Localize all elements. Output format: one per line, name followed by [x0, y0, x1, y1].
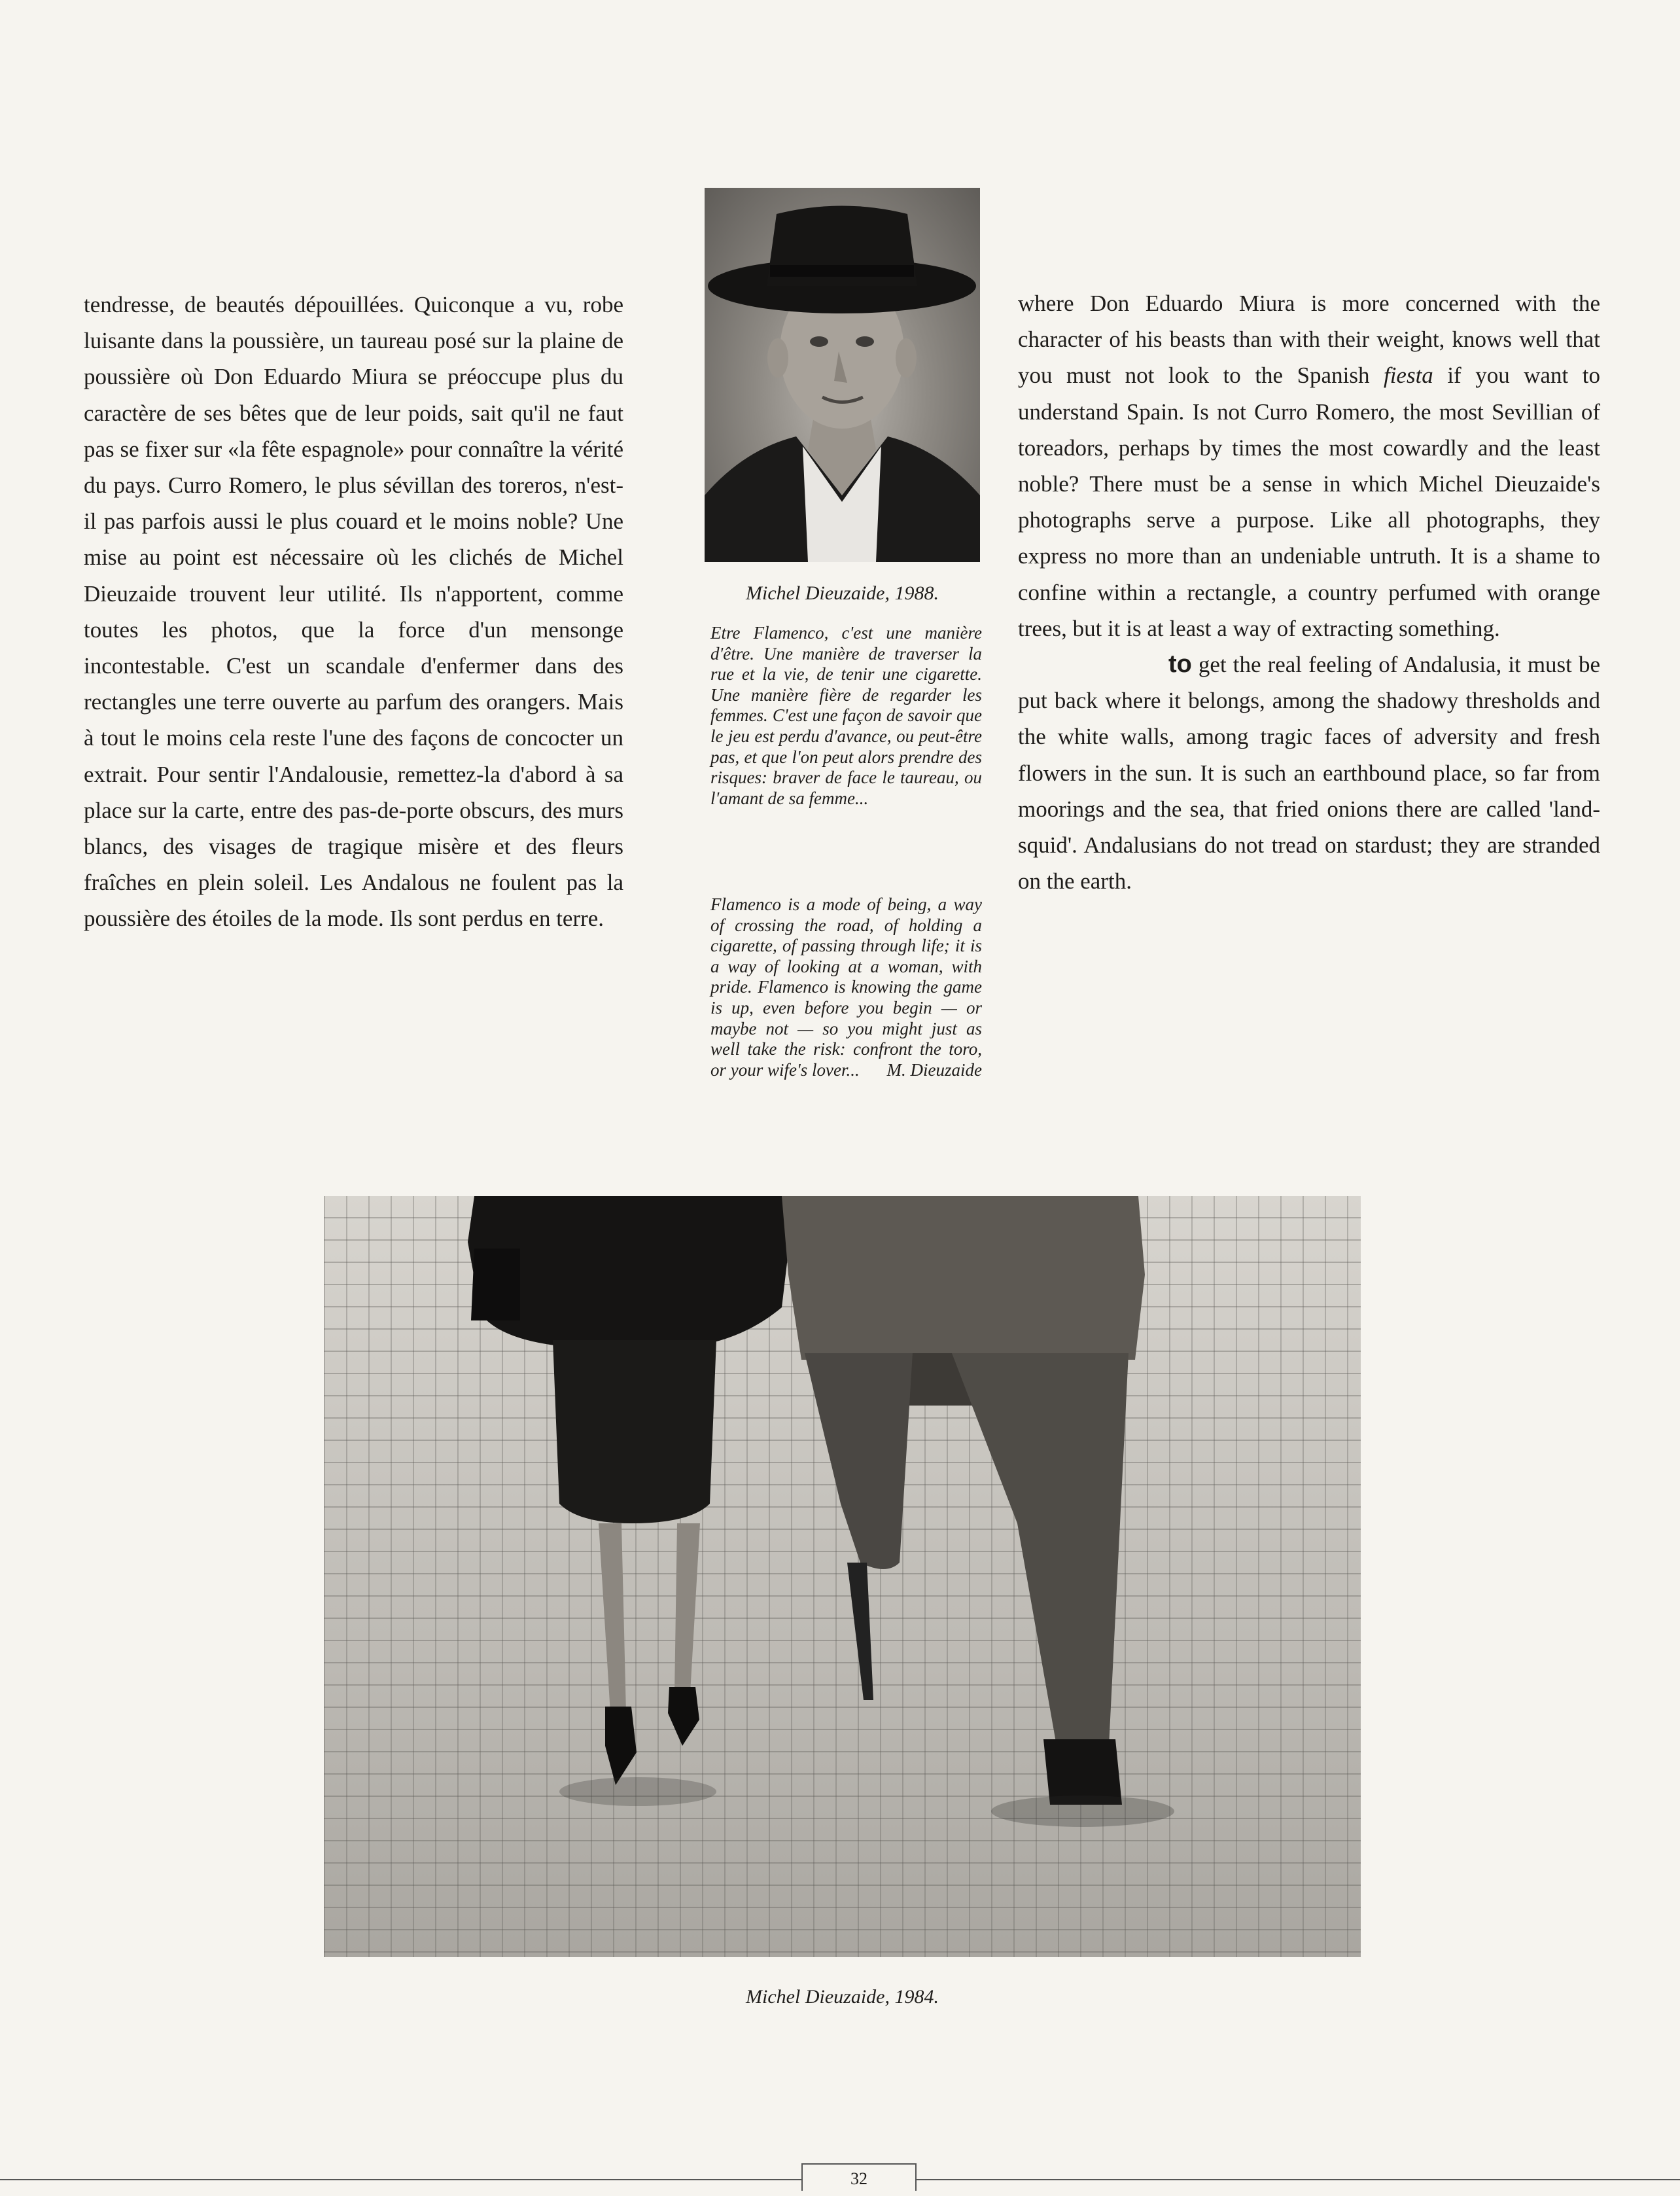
- quote-french: [710, 623, 982, 809]
- english-paragraph-2: [1018, 646, 1600, 899]
- walking-couple-photo-graphic: [324, 1196, 1361, 1957]
- english-italic-word: fiesta: [1383, 363, 1433, 389]
- french-paragraph: tendresse, de beautés dépouillées. Quiconque a vu, robe luisante dans la poussière, un taureau posé sur la plaine de poussière où Don Eduardo Miura se préoccupe plus du caractère de ses bêtes que de leur poids, sait qu'il ne faut pas se fixer sur «la fête espagnole» pour connaître la vérité du pays. Curro Romero, le plus sévillan des toreros, n'est-il pas parfois aussi le plus couard et le moins noble? Une mise au point est nécessaire où les clichés de Michel Dieuzaide trouvent leur utilité. Ils n'apportent, comme toutes les photos, que la force d'un mensonge incontestable. C'est un scandale d'enfermer dans des rectangles une terre ouverte au parfum des orangers. Mais à tout le moins cela reste l'une des façons de concocter un extrait. Pour sentir l'Andalousie, remettez-la d'abord à sa place sur la carte, entre des pas-de-porte obscurs, des murs blancs, des visages de tragique misère et des fleurs fraîches en plein soleil. Les Andalous ne foulent pas la poussière des étoiles de la mode. Ils sont perdus en terre.: [84, 292, 623, 932]
- english-dropcap: to: [1168, 650, 1192, 679]
- english-paragraph-1-text-a: where Don Eduardo Miura is more concerned with the character of his beasts than with their weight, knows well that you must not look to the Spanish: [1018, 291, 1600, 389]
- portrait-photo-graphic: [705, 188, 980, 562]
- english-paragraph-1: [1018, 285, 1600, 646]
- quote-english-text: Flamenco is a mode of being, a way of crossing the road, of holding a cigarette, of passing through life; it is a way of looking at a woman, with pride. Flamenco is knowing the game is up, even before you begin — or maybe not — so you might just as well take the risk: confront the toro, or your wife's lover...: [710, 894, 982, 1080]
- french-text-column: [84, 287, 623, 937]
- english-paragraph-2-text: get the real feeling of Andalusia, it must be put back where it belongs, among the shadowy thresholds and the white walls, among tragic faces of adversity and fresh flowers in the sun. It is such an earthbound place, so far from moorings and the sea, that fried onions there are called 'land-squid'. Andalusians do not tread on stardust; they are stranded on the earth.: [1018, 652, 1600, 894]
- quote-english-block: [710, 894, 982, 1080]
- page-number: 32: [801, 2163, 917, 2191]
- portrait-photo: [705, 188, 980, 562]
- english-paragraph-1-text-b: if you want to understand Spain. Is not Curro Romero, the most Sevillian of toreadors, perhaps by times the most cowardly and the least noble? There must be a sense in which Michel Dieuzaide's photographs serve a purpose. Like all photographs, they express no more than an undeniable untruth. It is a shame to confine within a rectangle, a country perfumed with orange trees, but it is at least a way of extracting something.: [1018, 363, 1600, 641]
- walking-photo-caption: Michel Dieuzaide, 1984.: [746, 1986, 939, 2008]
- english-text-column: [1018, 285, 1600, 899]
- walking-couple-photo: [324, 1196, 1361, 1957]
- portrait-caption: Michel Dieuzaide, 1988.: [746, 582, 939, 604]
- quote-english: [710, 894, 982, 1080]
- quote-french-text: Etre Flamenco, c'est une manière d'être. Une manière de traverser la rue et la vie, de tenir une cigarette. Une manière fière de regarder les femmes. C'est une façon de savoir que le jeu est perdu d'avance, ou peut-être pas, et que l'on peut alors prendre des risques: braver de face le taureau, ou l'amant de sa femme...: [710, 623, 982, 808]
- quote-signature: M. Dieuzaide: [886, 1059, 982, 1080]
